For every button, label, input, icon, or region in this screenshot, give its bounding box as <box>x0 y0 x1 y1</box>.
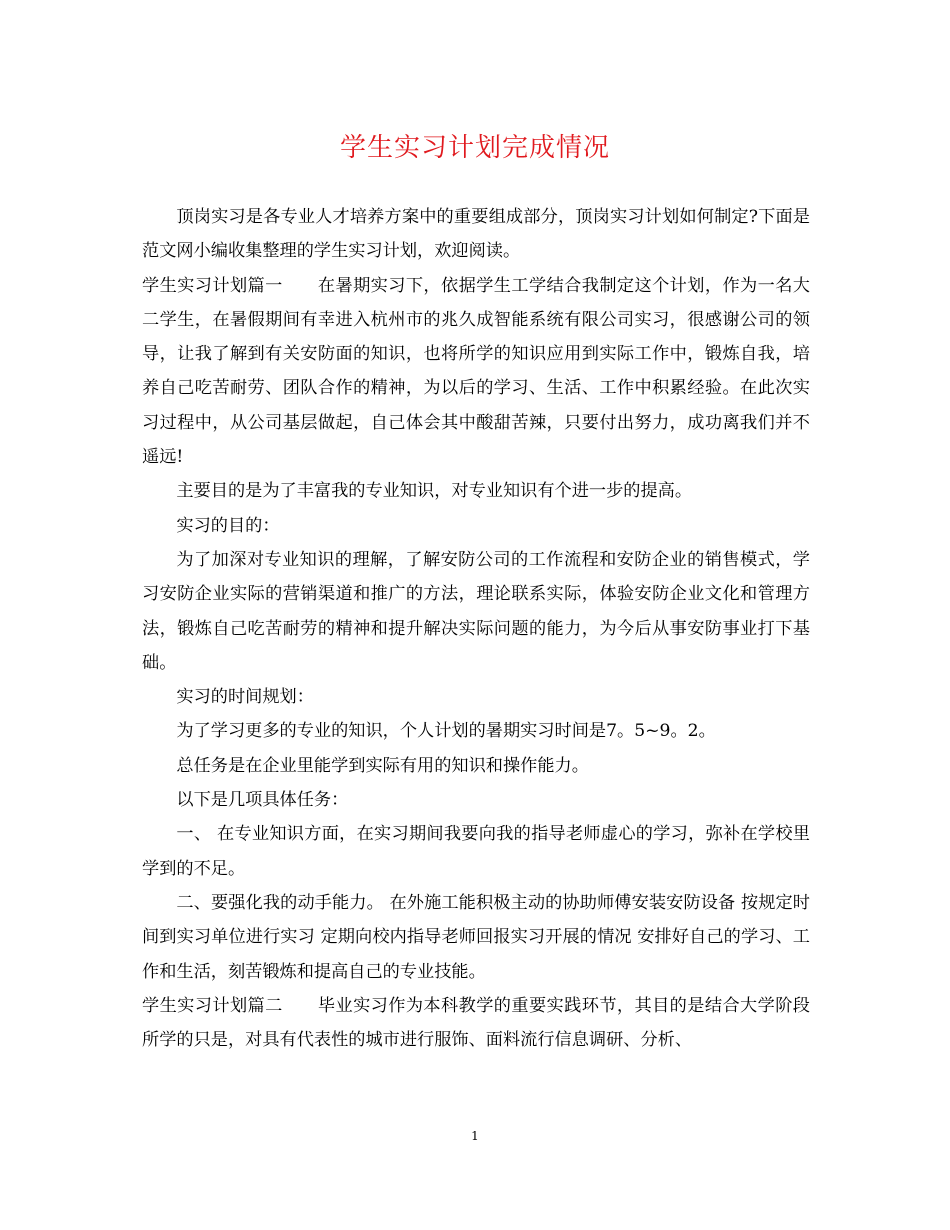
paragraph-schedule: 为了学习更多的专业的知识，个人计划的暑期实习时间是7。5~9。2。 <box>176 721 716 742</box>
paragraph-plan-one: 学生实习计划篇一 在暑期实习下，依据学生工学结合我制定这个计划，作为一名大二学生，在暑假期间有幸进入杭州市的兆久成智能系统有限公司实习，很感谢公司的领导，让我了解到有关安防面的知识，也将所学的知识应用到实际工作中，锻炼自我，培养自己吃苦耐劳、团队合作的精神，为以后的学习、生活、工作中积累经验。在此次实习过程中，从公司基层做起，自己体会其中酸甜苦辣，只要付出努力，成功离我们并不遥远! <box>142 275 810 468</box>
heading-specific-tasks: 以下是几项具体任务： <box>176 790 349 811</box>
paragraph-main-goal: 主要目的是为了丰富我的专业知识，对专业知识有个进一步的提高。 <box>176 481 693 502</box>
heading-purpose: 实习的目的： <box>176 515 280 536</box>
paragraph-task-two: 二、要强化我的动手能力。 在外施工能积极主动的协助师傅安装安防设备 按规定时间到实习单位进行实习 定期向校内指导老师回报实习开展的情况 安排好自己的学习、工作和生活，刻苦锻炼和提高自己的专业技能。 <box>142 892 810 982</box>
heading-schedule: 实习的时间规划： <box>176 687 314 708</box>
paragraph-overall-task: 总任务是在企业里能学到实际有用的知识和操作能力。 <box>176 755 589 776</box>
paragraph-task-one: 一、 在专业知识方面，在实习期间我要向我的指导老师虚心的学习，弥补在学校里学到的不足。 <box>142 824 810 879</box>
paragraph-plan-two: 学生实习计划篇二 毕业实习作为本科教学的重要实践环节，其目的是结合大学阶段所学的只是，对具有代表性的城市进行服饰、面料流行信息调研、分析、 <box>142 995 810 1051</box>
page-number: 1 <box>471 1129 479 1143</box>
document-body <box>142 200 810 1057</box>
paragraph-purpose: 为了加深对专业知识的理解，了解安防公司的工作流程和安防企业的销售模式，学习安防企业实际的营销渠道和推广的方法，理论联系实际，体验安防企业文化和管理方法，锻炼自己吃苦耐劳的精神和提升解决实际问题的能力，为今后从事安防事业打下基础。 <box>142 549 810 673</box>
paragraph-intro: 顶岗实习是各专业人才培养方案中的重要组成部分，顶岗实习计划如何制定?下面是范文网小编收集整理的学生实习计划，欢迎阅读。 <box>142 207 810 262</box>
document-title: 学生实习计划完成情况 <box>339 133 610 163</box>
